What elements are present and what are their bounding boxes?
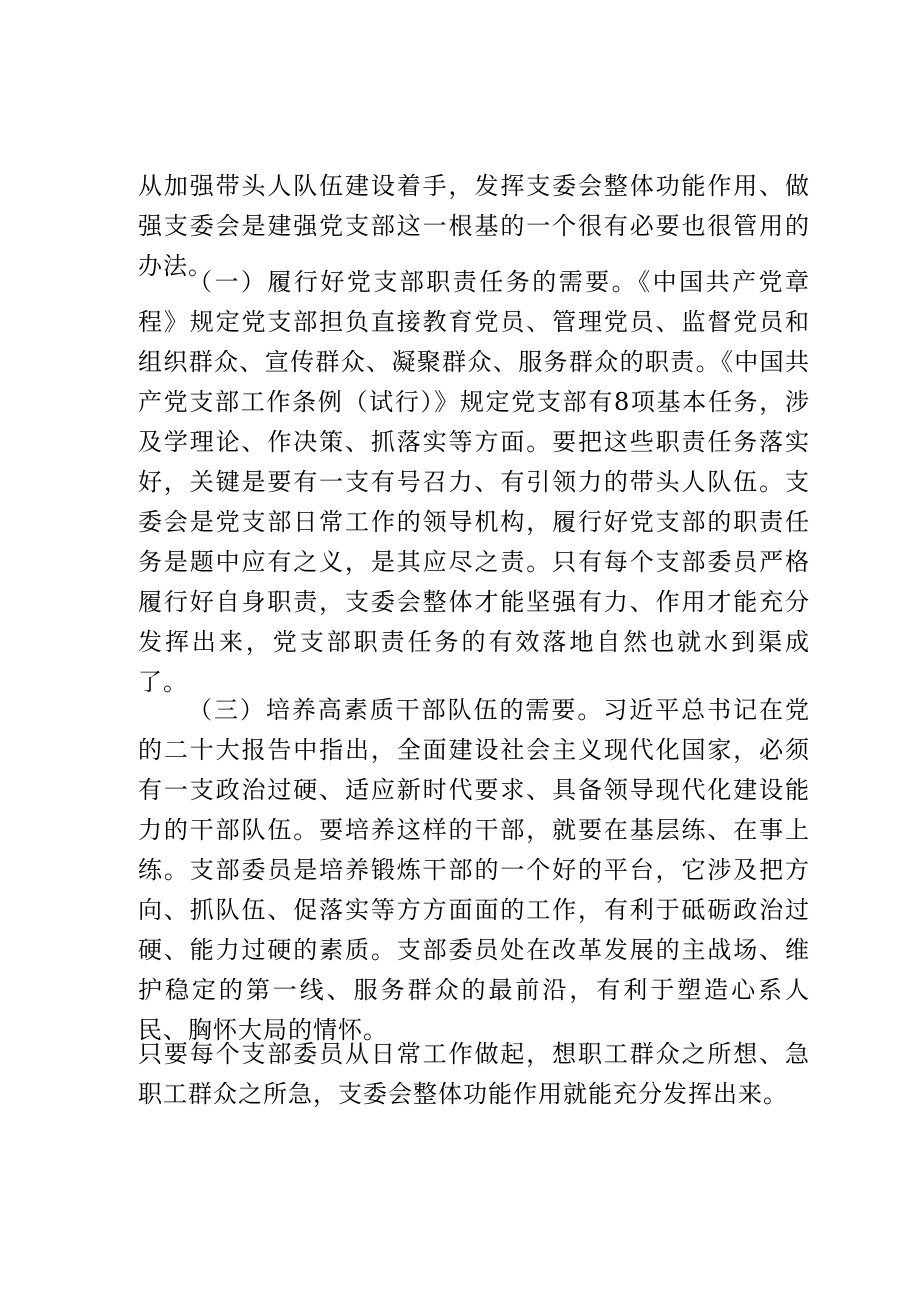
paragraph-intro-continuation: 从加强带头人队伍建设着手，发挥支委会整体功能作用、做强支委会是建强党支部这一根基的一个很有必要也很管用的办法。 bbox=[138, 172, 810, 280]
paragraph-conclusion: 只要每个支部委员从日常工作做起，想职工群众之所想、急职工群众之所急，支委会整体功能作用就能充分发挥出来。 bbox=[138, 1040, 810, 1108]
paragraph-section-three: （三）培养高素质干部队伍的需要。习近平总书记在党的二十大报告中指出，全面建设社会主义现代化国家，必须有一支政治过硬、适应新时代要求、具备领导现代化建设能力的干部队伍。要培养这样的干部，就要在基层练、在事上练。支部委员是培养锻炼干部的一个好的平台，它涉及把方向、抓队伍、促落实等方方面面的工作，有利于砥砺政治过硬、能力过硬的素质。支部委员处在改革发展的主战场、维护稳定的第一线、服务群众的最前沿，有利于塑造心系人民、胸怀大局的情怀。 bbox=[138, 696, 810, 1044]
paragraph-section-one: （一）履行好党支部职责任务的需要。《中国共产党章程》规定党支部担负直接教育党员、管理党员、监督党员和组织群众、宣传群众、凝聚群众、服务群众的职责。《中国共产党支部工作条例（试行）》规定党支部有8项基本任务，涉及学理论、作决策、抓落实等方面。要把这些职责任务落实好，关键是要有一支有号召力、有引领力的带头人队伍。支委会是党支部日常工作的领导机构，履行好党支部的职责任务是题中应有之义，是其应尽之责。只有每个支部委员严格履行好自身职责，支委会整体才能坚强有力、作用才能充分发挥出来，党支部职责任务的有效落地自然也就水到渠成了。 bbox=[138, 268, 810, 696]
